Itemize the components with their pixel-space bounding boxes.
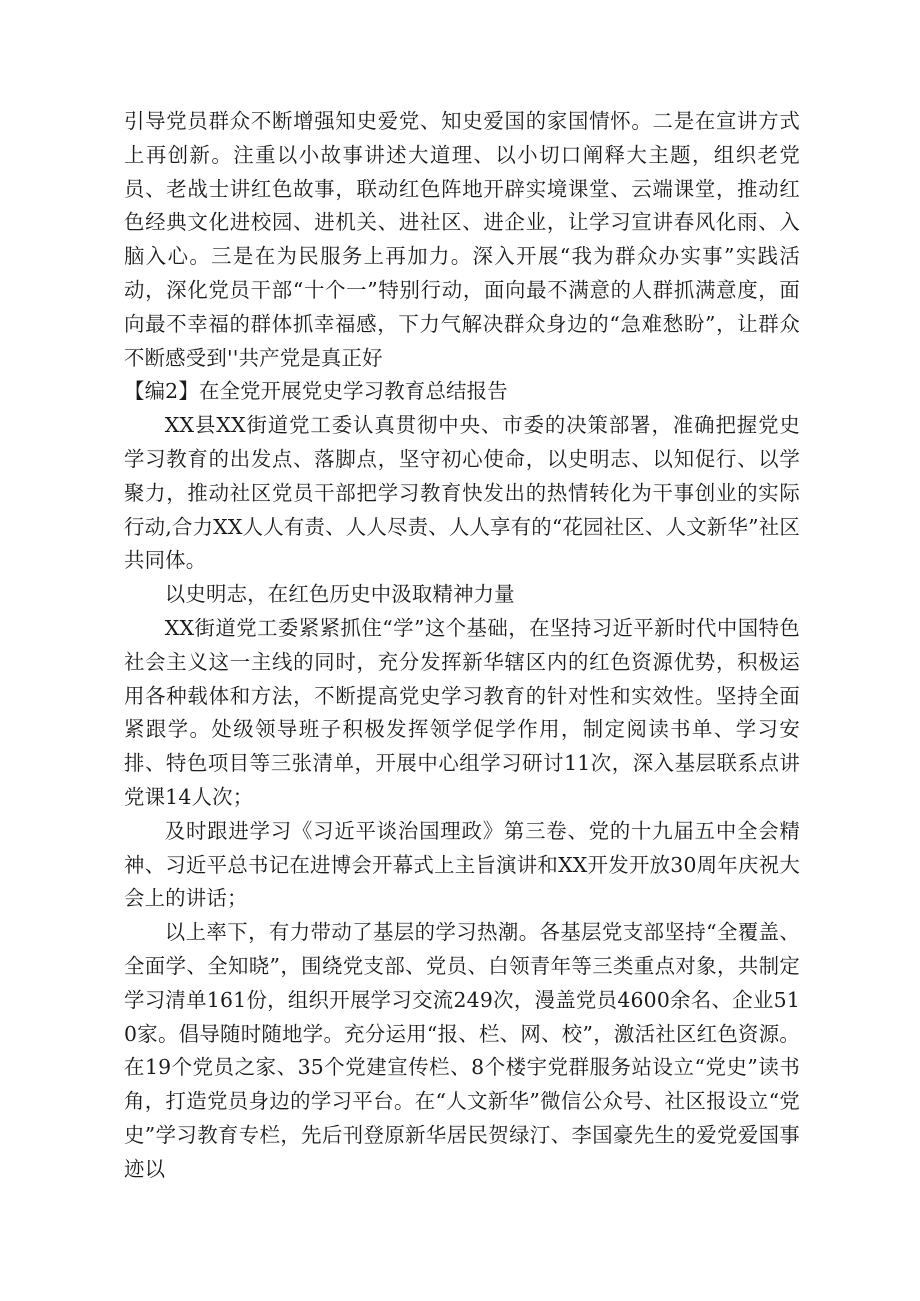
section-heading: 【编2】在全党开展党史学习教育总结报告 xyxy=(124,379,508,404)
paragraph-follow-up-study: 及时跟进学习《习近平谈治国理政》第三卷、党的十九届五中全会精神、习近平总书记在进博会开幕式上主旨演讲和XX开发开放30周年庆祝大会上的讲话； xyxy=(124,818,800,911)
paragraph-subheading: 以史明志，在红色历史中汲取精神力量 xyxy=(164,582,515,607)
paragraph-continued-intro: 引导党员群众不断增强知史爱党、知史爱国的家国情怀。二是在宣讲方式上再创新。注重以小故事讲述大道理、以小切口阐释大主题，组织老党员、老战士讲红色故事，联动红色阵地开辟实境课堂、云端课堂，推动红色经典文化进校园、进机关、进社区、进企业，让学习宣讲春风化雨、入脑入心。三是在为民服务上再加力。深入开展“我为群众办实事”实践活动，深化党员干部“十个一”特别行动，面向最不满意的人群抓满意度，面向最不幸福的群体抓幸福感，下力气解决群众身边的“急难愁盼”，让群众不断感受到''共产党是真正好 xyxy=(124,109,800,370)
paragraph-overview: XX县XX街道党工委认真贯彻中央、市委的决策部署，准确把握党史学习教育的出发点、落脚点，坚守初心使命，以史明志、以知促行、以学聚力，推动社区党员干部把学习教育快发出的热情转化为干事创业的实际行动,合力XX人人有责、人人尽责、人人享有的“花园社区、人文新华”社区共同体。 xyxy=(124,413,800,573)
paragraph-grassroots-study: 以上率下，有力带动了基层的学习热潮。各基层党支部坚持“全覆盖、全面学、全知晓”，围绕党支部、党员、白领青年等三类重点对象，共制定学习清单161份，组织开展学习交流249次，漫盖党员4600余名、企业510家。倡导随时随地学。充分运用“报、栏、网、校”，激活社区红色资源。在19个党员之家、35个党建宣传栏、8个楼宇党群服务站设立“党史”读书角，打造党员身边的学习平台。在“人文新华”微信公众号、社区报设立“党史”学习教育专栏，先后刊登原新华居民贺绿汀、李国豪先生的爱党爱国事迹以 xyxy=(124,920,800,1181)
document-page xyxy=(124,105,800,1187)
paragraph-study-foundation: XX街道党工委紧紧抓住“学”这个基础，在坚持习近平新时代中国特色社会主义这一主线的同时，充分发挥新华辖区内的红色资源优势，积极运用各种载体和方法，不断提高党史学习教育的针对性和实效性。坚持全面紧跟学。处级领导班子积极发挥领学促学作用，制定阅读书单、学习安排、特色项目等三张清单，开展中心组学习研讨11次，深入基层联系点讲党课14人次； xyxy=(124,615,800,809)
